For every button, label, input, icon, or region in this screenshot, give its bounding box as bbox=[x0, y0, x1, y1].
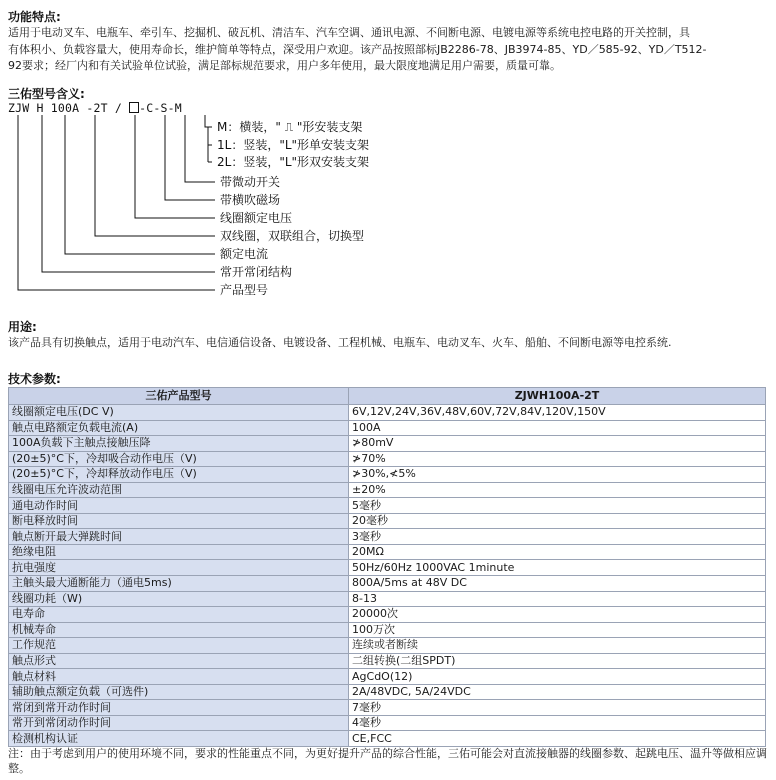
spec-row bbox=[9, 731, 766, 747]
spec-param-name: 常闭到常开动作时间 bbox=[9, 700, 349, 716]
spec-param-name: 主触头最大通断能力（通电5ms) bbox=[9, 576, 349, 592]
spec-param-value: ±20% bbox=[349, 482, 766, 498]
spec-param-name: 线圈电压允许波动范围 bbox=[9, 482, 349, 498]
legend-rated-current: 额定电流 bbox=[220, 247, 269, 261]
usage-title: 用途: bbox=[8, 320, 37, 334]
spec-table-body bbox=[9, 405, 766, 747]
legend-2l-vertical: 2L：竖装，"L"形双安装支架 bbox=[217, 155, 370, 169]
model-tree-lines bbox=[0, 0, 776, 300]
spec-param-value: ≯80mV bbox=[349, 436, 766, 452]
spec-row bbox=[9, 576, 766, 592]
spec-param-name: 线圈额定电压(DC V) bbox=[9, 405, 349, 421]
spec-param-value: 20毫秒 bbox=[349, 513, 766, 529]
spec-param-value: 7毫秒 bbox=[349, 700, 766, 716]
spec-row bbox=[9, 715, 766, 731]
spec-row bbox=[9, 591, 766, 607]
spec-row bbox=[9, 451, 766, 467]
spec-param-name: 触点断开最大弹跳时间 bbox=[9, 529, 349, 545]
spec-param-name: (20±5)°C下，冷却释放动作电压（V) bbox=[9, 467, 349, 483]
legend-coil-voltage: 线圈额定电压 bbox=[220, 211, 293, 225]
spec-param-value: 100万次 bbox=[349, 622, 766, 638]
code-part-current: 100A bbox=[50, 101, 80, 115]
spec-param-value: 连续或者断续 bbox=[349, 638, 766, 654]
spec-param-value: 800A/5ms at 48V DC bbox=[349, 576, 766, 592]
features-line: 有体积小、负载容量大，使用寿命长，维护简单等特点，深受用户欢迎。该产品按照部标JB2286-78、JB3974-85、YD／585-92、YD／T512- bbox=[8, 42, 707, 56]
spec-param-name: 抗电强度 bbox=[9, 560, 349, 576]
spec-header-model-label: 三佑产品型号 bbox=[9, 388, 349, 405]
spec-param-name: 触点形式 bbox=[9, 653, 349, 669]
legend-product-model: 产品型号 bbox=[220, 283, 269, 297]
spec-param-name: (20±5)°C下，冷却吸合动作电压（V) bbox=[9, 451, 349, 467]
model-title: 三佑型号含义: bbox=[8, 87, 85, 101]
code-part-s: -S bbox=[153, 101, 168, 115]
spec-param-name: 绝缘电阻 bbox=[9, 544, 349, 560]
spec-row bbox=[9, 529, 766, 545]
legend-1l-vertical: 1L：竖装，"L"形单安装支架 bbox=[217, 138, 370, 152]
spec-param-value: ≯30%,≮5% bbox=[349, 467, 766, 483]
spec-param-value: 100A bbox=[349, 420, 766, 436]
spec-param-name: 触点电路额定负载电流(A) bbox=[9, 420, 349, 436]
spec-param-value: ≯70% bbox=[349, 451, 766, 467]
spec-row bbox=[9, 622, 766, 638]
spec-param-value: CE,FCC bbox=[349, 731, 766, 747]
spec-param-name: 机械寿命 bbox=[9, 622, 349, 638]
spec-param-name: 常开到常闭动作时间 bbox=[9, 715, 349, 731]
spec-param-name: 线圈功耗（W) bbox=[9, 591, 349, 607]
legend-blowout-magnet: 带横吹磁场 bbox=[220, 193, 281, 207]
features-line: 92要求；经厂内和有关试验单位试验，满足部标规范要求，用户多年使用，最大限度地满足用户需要，质量可靠。 bbox=[8, 59, 561, 72]
spec-param-value: 8-13 bbox=[349, 591, 766, 607]
spec-param-value: 二组转换(二组SPDT) bbox=[349, 653, 766, 669]
code-part-structure: H bbox=[36, 101, 44, 115]
legend-double-coil: 双线圈，双联组合，切换型 bbox=[220, 229, 365, 243]
spec-param-name: 断电释放时间 bbox=[9, 513, 349, 529]
spec-param-value: 6V,12V,24V,36V,48V,60V,72V,84V,120V,150V bbox=[349, 405, 766, 421]
code-separator: / bbox=[114, 101, 122, 115]
spec-row bbox=[9, 482, 766, 498]
code-part-c: -C bbox=[139, 101, 154, 115]
code-part-type: -2T bbox=[86, 101, 108, 115]
usage-text: 该产品具有切换触点，适用于电动汽车、电信通信设备、电镀设备、工程机械、电瓶车、电动叉车、火车、船舶、不间断电源等电控系统. bbox=[8, 336, 672, 349]
specs-title: 技术参数: bbox=[8, 372, 61, 386]
spec-row bbox=[9, 653, 766, 669]
features-line: 适用于电动叉车、电瓶车、牵引车、挖掘机、破瓦机、清洁车、汽车空调、通讯电源、不间断电源、电镀电源等系统电控电路的开关控制，具 bbox=[8, 26, 690, 39]
spec-header-model-value: ZJWH100A-2T bbox=[349, 388, 766, 405]
spec-param-value: 20MΩ bbox=[349, 544, 766, 560]
spec-param-name: 辅助触点额定负载（可选件) bbox=[9, 684, 349, 700]
spec-row bbox=[9, 467, 766, 483]
spec-row bbox=[9, 544, 766, 560]
spec-row bbox=[9, 498, 766, 514]
spec-row bbox=[9, 700, 766, 716]
spec-row bbox=[9, 607, 766, 623]
spec-row bbox=[9, 684, 766, 700]
spec-param-name: 检测机构认证 bbox=[9, 731, 349, 747]
spec-row bbox=[9, 513, 766, 529]
spec-param-name: 触点材料 bbox=[9, 669, 349, 685]
code-part-m: -M bbox=[167, 101, 182, 115]
spec-row bbox=[9, 436, 766, 452]
spec-header-row bbox=[9, 388, 766, 405]
spec-row bbox=[9, 560, 766, 576]
spec-param-value: 2A/48VDC, 5A/24VDC bbox=[349, 684, 766, 700]
spec-row bbox=[9, 638, 766, 654]
footnote: 注：由于考虑到用户的使用环境不同，要求的性能重点不同，为更好提升产品的综合性能，三佑可能会对直流接触器的线圈参数、起跳电压、温升等做相应调整。 bbox=[8, 747, 767, 775]
spec-param-name: 通电动作时间 bbox=[9, 498, 349, 514]
features-title: 功能特点: bbox=[8, 10, 61, 24]
legend-micro-switch: 带微动开关 bbox=[220, 175, 281, 189]
spec-table bbox=[8, 387, 766, 747]
spec-param-value: AgCdO(12) bbox=[349, 669, 766, 685]
code-part-series: ZJW bbox=[8, 101, 30, 115]
spec-row bbox=[9, 420, 766, 436]
spec-param-value: 4毫秒 bbox=[349, 715, 766, 731]
legend-m-horizontal: M：横装，" ⎍ "形安装支架 bbox=[217, 120, 363, 134]
spec-param-value: 50Hz/60Hz 1000VAC 1minute bbox=[349, 560, 766, 576]
spec-row bbox=[9, 669, 766, 685]
spec-param-name: 电寿命 bbox=[9, 607, 349, 623]
legend-no-nc-structure: 常开常闭结构 bbox=[220, 265, 293, 279]
spec-row bbox=[9, 405, 766, 421]
spec-param-value: 20000次 bbox=[349, 607, 766, 623]
spec-param-name: 100A负载下主触点接触压降 bbox=[9, 436, 349, 452]
spec-param-value: 3毫秒 bbox=[349, 529, 766, 545]
spec-param-value: 5毫秒 bbox=[349, 498, 766, 514]
spec-param-name: 工作规范 bbox=[9, 638, 349, 654]
